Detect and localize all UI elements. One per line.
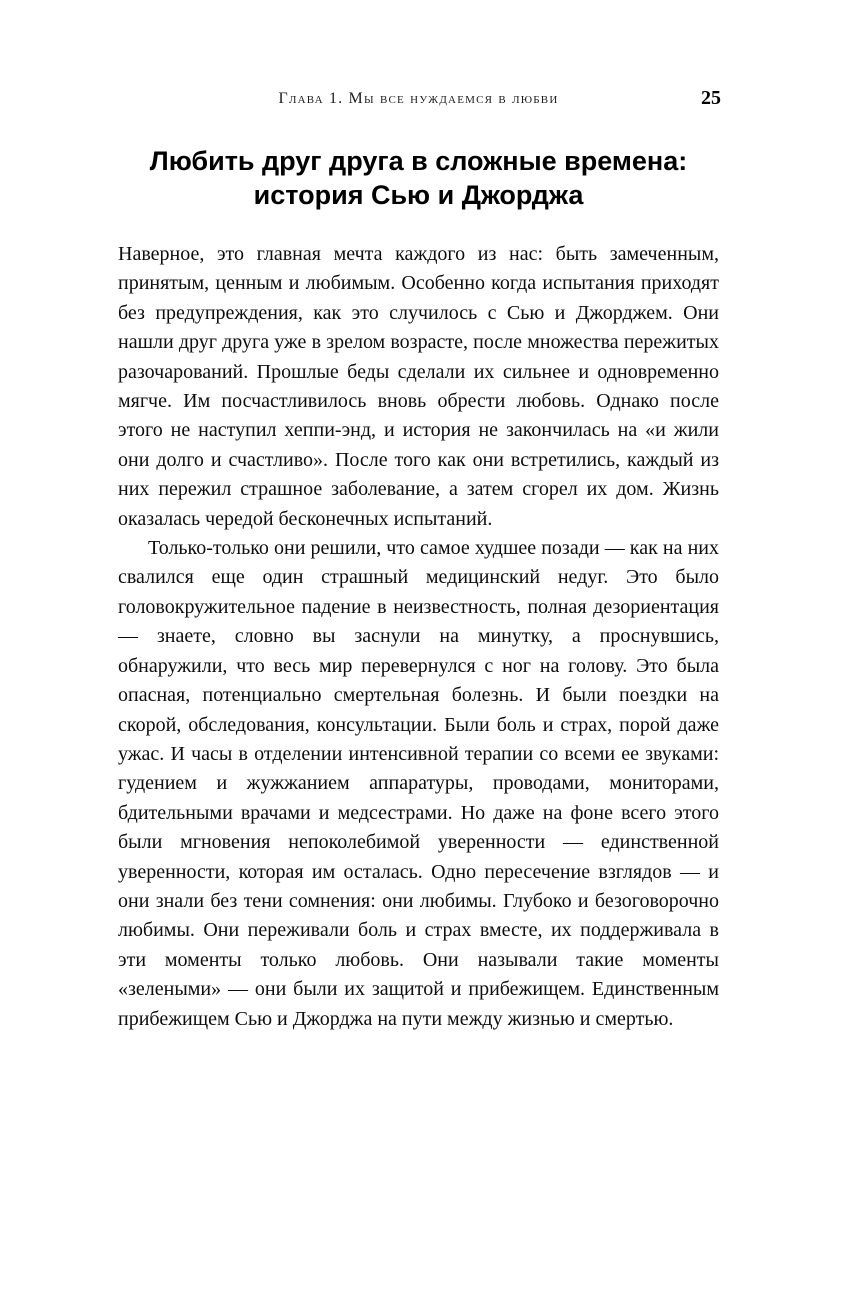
section-title-line-2: история Сью и Джорджа	[253, 180, 584, 210]
running-header-text: Глава 1. Мы все нуждаемся в любви	[278, 90, 559, 107]
running-header	[118, 87, 721, 109]
section-title	[118, 144, 719, 212]
section-title-line-1: Любить друг друга в сложные времена:	[149, 146, 688, 176]
text-block	[118, 0, 719, 1034]
paragraph-2: Только-только они решили, что самое худшее позади — как на них свалился еще один страшный медицинский недуг. Это было головокружительное падение в неизвестность, полная дезориентация — знаете, словно вы заснули на минутку, а проснувшись, обнаружили, что весь мир перевернулся с ног на голову. Это была опасная, потенциально смертельная болезнь. И были поездки на скорой, обследования, консультации. Были боль и страх, порой даже ужас. И часы в отделении интенсивной терапии со всеми ее звуками: гудением и жужжанием аппаратуры, проводами, мониторами, бдительными врачами и медсестрами. Но даже на фоне всего этого были мгновения непоколебимой уверенности — единственной уверенности, которая им осталась. Одно пересечение взглядов — и они знали без тени сомнения: они любимы. Глубоко и безоговорочно любимы. Они переживали боль и страх вместе, их поддерживала в эти моменты только любовь. Они называли такие моменты «зелеными» — они были их защитой и прибежищем. Единственным прибежищем Сью и Джорджа на пути между жизнью и смертью.	[118, 537, 719, 1030]
page-number: 25	[701, 87, 721, 109]
paragraph-1: Наверное, это главная мечта каждого из нас: быть замеченным, принятым, ценным и любимым. Особенно когда испытания приходят без предупреждения, как это случилось с Сью и Джорджем. Они нашли друг друга уже в зрелом возрасте, после множества пережитых разочарований. Прошлые беды сделали их сильнее и одновременно мягче. Им посчастливилось вновь обрести любовь. Однако после этого не наступил хеппи-энд, и история не закончилась на «и жили они долго и счастливо». После того как они встретились, каждый из них пережил страшное заболевание, а затем сгорел их дом. Жизнь оказалась чередой бесконечных испытаний.	[118, 243, 719, 530]
body-text	[118, 240, 719, 1034]
